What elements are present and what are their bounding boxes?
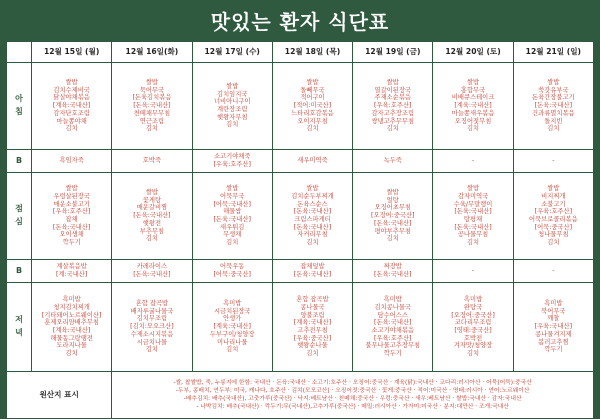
menu-item: 쑥갓유부국	[538, 86, 569, 94]
menu-item: 수육/무말랭이	[453, 200, 493, 208]
menu-item: 소고기야채죽	[213, 153, 251, 161]
menu-item: 닭살야채볶음	[53, 94, 90, 102]
menu-item: 오징어초무침	[374, 204, 412, 212]
menu-item: 깍두기	[62, 239, 81, 247]
snack-row-2	[7, 260, 594, 283]
menu-cell	[513, 173, 593, 260]
menu-cell	[513, 150, 593, 173]
menu-item: 쌀밥	[306, 79, 319, 87]
menu-item: 감자고추장조림	[371, 109, 415, 117]
menu-item: 김치	[145, 346, 158, 354]
menu-item: [돈육:국내산]	[133, 212, 171, 220]
meal-label-char: 점	[15, 204, 23, 214]
menu-item: 쌀밥	[226, 82, 239, 90]
menu-cell	[272, 150, 352, 173]
menu-item: [돈육:국내산]	[213, 216, 251, 223]
menu-item: 꽃게탕	[142, 196, 162, 204]
menu-item: [돈육:국내산]	[293, 223, 332, 231]
menu-item: 북어무국	[541, 307, 566, 315]
menu-item: 수제소시지볶음	[130, 330, 174, 338]
menu-cell	[433, 173, 513, 260]
menu-item: 시금치된장국	[213, 307, 251, 315]
menu-item: 흑미밥	[463, 296, 483, 304]
menu-item: [돈육김치볶음	[132, 94, 172, 102]
menu-item: 오징어젓무침	[454, 117, 492, 125]
menu-item: -	[471, 267, 475, 275]
menu-item: 공나물무침	[457, 231, 489, 239]
menu-item: 새우미역죽	[297, 157, 328, 165]
menu-item: [계육:국내산]	[293, 319, 332, 327]
menu-item: 오이생채	[59, 231, 84, 239]
menu-cell	[192, 173, 272, 260]
menu-item: 겨자맛/청양장	[453, 342, 493, 350]
meal-label	[7, 173, 32, 260]
menu-item: 돌지빈	[544, 117, 563, 125]
menu-item: [우육:국내산]	[534, 323, 573, 331]
menu-cell	[433, 63, 513, 150]
menu-item: 김치	[145, 125, 158, 133]
menu-item: 깨찰	[547, 315, 560, 323]
menu-item: 김치콩나물국	[374, 303, 412, 311]
meal-label-char: 아	[15, 94, 23, 104]
menu-item: 쌀밥	[466, 79, 480, 87]
menu-item: 깍두기	[544, 346, 563, 354]
menu-item: 흑미밥	[544, 300, 563, 308]
menu-item: 훈제오리얌배추무침	[44, 319, 100, 327]
day-header-wed: 12월 17일 (수)	[192, 42, 272, 63]
day-header-sat: 12월 20일 (토)	[433, 42, 513, 63]
meal-label-char: 침	[15, 107, 23, 116]
menu-item: 흑미밥	[383, 296, 402, 304]
menu-item: 소고기야채볶음	[371, 327, 415, 334]
menu-item: 열갈이된장국	[374, 86, 412, 94]
menu-cell	[353, 260, 433, 283]
menu-item: [돈육:국내산]	[534, 102, 573, 110]
menu-item: 배자루굴나물국	[130, 307, 174, 315]
menu-item: 쌀밥	[65, 185, 78, 193]
meal-label-char: B	[15, 265, 23, 275]
menu-item: -	[552, 267, 555, 275]
menu-item: 비배큐스테이크	[451, 94, 495, 102]
menu-item: 흑미밥	[62, 296, 81, 304]
menu-item: [기타돼어노르웨이산]	[41, 311, 102, 319]
menu-item: 어묵브로콜리볶음	[529, 216, 578, 223]
menu-item: 두부구이/청양장	[209, 330, 255, 338]
menu-item: 자커리무침	[297, 231, 328, 239]
menu-item: 김치	[65, 125, 78, 133]
menu-item: 혼합 잡곡밥	[296, 296, 329, 304]
menu-item: 쌀밥	[145, 189, 158, 197]
menu-item: [우육:중국산]	[293, 334, 332, 342]
meal-label	[7, 260, 32, 283]
menu-item: [계육:국내산]	[52, 102, 91, 110]
menu-item: 양불조림	[300, 311, 325, 319]
menu-item: 마늘쫑야채	[56, 117, 87, 125]
lunch-row	[7, 173, 594, 260]
menu-item: 쌀밥	[65, 79, 78, 87]
menu-item: 녹두죽	[383, 157, 402, 165]
menu-cell	[32, 173, 112, 260]
menu-item: 매운갈비찜	[136, 204, 168, 212]
menu-item: 얼탕	[386, 196, 399, 204]
menu-item: 김치	[547, 239, 560, 247]
day-header-tue: 12월 16일(화)	[112, 42, 192, 63]
page-title: 맛있는 환자 식단표	[210, 10, 390, 34]
menu-cell	[272, 63, 352, 150]
menu-item: 청나물무침	[538, 231, 569, 239]
menu-item: 계살볶음밥	[56, 263, 87, 271]
menu-item: 김치	[306, 125, 319, 133]
menu-item: [계육:국내산]	[213, 323, 251, 331]
menu-item: 홍합무국	[460, 86, 486, 94]
menu-cell	[513, 283, 593, 372]
menu-item: 감자단호조림	[53, 109, 90, 117]
menu-item: 해물쌈	[223, 208, 242, 216]
menu-item: 카레라이스	[136, 263, 168, 271]
menu-cell	[32, 260, 112, 283]
meal-rows	[7, 63, 594, 372]
meal-label	[7, 63, 32, 150]
menu-item: 햇왕순나물	[297, 342, 328, 350]
menu-item: 김치	[547, 125, 560, 133]
menu-item: [어묵:중국산]	[213, 271, 251, 278]
menu-item: 짜장밥	[383, 263, 402, 271]
menu-item: 주재소순볶음	[374, 94, 412, 102]
snack-row-1	[7, 150, 594, 173]
menu-item: 쌀밥	[306, 185, 319, 193]
menu-item: 연근조림	[139, 117, 165, 125]
menu-cell	[513, 63, 593, 150]
menu-cell	[112, 173, 192, 260]
menu-item: 비지찌개	[541, 192, 566, 200]
menu-cell	[433, 283, 513, 372]
meal-label	[7, 150, 32, 173]
menu-item: 김치순두부찌개	[291, 192, 334, 200]
menu-item: 시금치나물	[136, 338, 168, 346]
meal-label-char: 녁	[15, 328, 23, 337]
menu-item: 새우튀김	[220, 223, 245, 231]
menu-item: 평야부추무침	[374, 227, 412, 235]
menu-item: 김치	[145, 235, 158, 243]
menu-cell	[433, 150, 513, 173]
menu-item: 잡채덮밥	[300, 263, 325, 271]
meal-label-char: 저	[15, 315, 23, 325]
menu-item: 김치	[466, 350, 480, 358]
menu-item: [어묵:중국산]	[534, 223, 573, 231]
menu-item: 부추무침	[139, 227, 165, 235]
menu-item: 김치수제비국	[53, 86, 90, 94]
menu-item: 해물동그랑땡전	[50, 334, 93, 342]
menu-item: [계육:국내산]	[454, 102, 492, 110]
day-header-mon: 12월 15일 (월)	[32, 42, 112, 63]
origin-line: -두부, 콩배치, 연두부: 미국, 캐나다, 호주산 · 김치(모모코산) · 오징어젓:중국산 · 꽃게:중국산 · 적어:미국산 · 명태:러시아 · 연어:노르웨이산	[175, 387, 530, 394]
menu-item: 도라지나물	[56, 342, 87, 350]
meal-plan-table	[6, 41, 594, 419]
menu-item: 감자미역국	[457, 192, 489, 200]
menu-item: 소불고기	[541, 200, 566, 208]
menu-cell	[112, 260, 192, 283]
menu-cell	[272, 283, 352, 372]
menu-cell	[433, 260, 513, 283]
menu-item: 쌀밥	[547, 79, 560, 87]
menu-item: 담수어스스	[377, 311, 408, 319]
menu-item: 잡채	[65, 216, 78, 223]
menu-item: 우렁살된장국	[53, 192, 90, 200]
menu-item: -	[552, 157, 555, 165]
menu-item: 김치	[226, 346, 239, 354]
menu-item: 봄러고추찜	[538, 338, 569, 346]
menu-item: 김치	[226, 121, 239, 129]
menu-item: 호박죽	[142, 157, 162, 165]
menu-cell	[353, 283, 433, 372]
menu-item: [돈육:국내산]	[374, 319, 412, 327]
menu-cell	[192, 63, 272, 150]
menu-cell	[112, 150, 192, 173]
menu-item: [김치:모오크산]	[130, 323, 174, 331]
menu-item: [돈육:국내산]	[52, 223, 91, 231]
dinner-row	[7, 283, 594, 372]
menu-item: [우육:호주산]	[374, 334, 412, 342]
menu-item: 탕평채	[463, 216, 483, 223]
day-header-fri: 12월 19일 (금)	[353, 42, 433, 63]
menu-item: 김치	[386, 235, 399, 243]
menu-item: [어묵:국내산]	[213, 200, 251, 208]
menu-item: 쌍냉고추무무침	[371, 117, 415, 125]
menu-cell	[272, 173, 352, 260]
menu-item: 흑임자죽	[59, 157, 84, 165]
menu-cell	[32, 63, 112, 150]
menu-item: 어묵우동	[220, 263, 245, 271]
meal-label-char: B	[15, 155, 23, 165]
menu-item: 고추전무침	[297, 327, 328, 334]
menu-cell	[353, 173, 433, 260]
menu-cell	[192, 150, 272, 173]
header-row	[7, 42, 594, 63]
menu-item: [돈육:국내산]	[133, 102, 171, 110]
menu-item: 무생채	[223, 231, 242, 239]
menu-cell	[353, 63, 433, 150]
menu-item: 천떼채무무침	[133, 109, 171, 117]
menu-item: 콩나물국	[300, 303, 325, 311]
menu-cell	[32, 150, 112, 173]
menu-item: 마늘쫑새우볶음	[451, 109, 495, 117]
menu-item: 돈육간장불고기	[532, 94, 575, 102]
origin-line: -쌀, 찹쌀밥, 죽, 누룽지에 한함: 국내산 · 돈육:국내산 · 소고기:호주산 · 오징어:중국산 · 계육(닭):국내산 · 코다리:러시아산 · 어묵(어묵):중국산	[173, 379, 532, 386]
menu-item: 돈육스순스	[297, 200, 328, 208]
menu-item: [우육:호주산]	[52, 208, 91, 216]
menu-item: 혼합 잡곡밥	[135, 300, 169, 308]
corner-cell	[7, 42, 32, 63]
origin-row	[7, 372, 594, 419]
menu-item: 흑미밥	[223, 300, 242, 308]
origin-text	[112, 372, 594, 419]
menu-item: 미나리나물	[216, 338, 248, 346]
menu-item: 느타리호감볶음	[291, 109, 334, 117]
meal-label	[7, 283, 32, 372]
menu-item: 햇왕자무침	[216, 113, 248, 121]
menu-item: 김치임지국	[216, 90, 248, 98]
menu-item: [영태:중국산]	[454, 327, 492, 334]
menu-cell	[112, 283, 192, 372]
menu-item: 김치	[466, 125, 480, 133]
menu-item: 불무나물고추장무침	[365, 342, 421, 350]
menu-item: 너비아니구이	[213, 98, 251, 106]
menu-item: [계육:국내산]	[52, 327, 91, 334]
menu-item: [계:국내산]	[55, 271, 88, 278]
menu-cell	[32, 283, 112, 372]
menu-item: [우육:호주산]	[374, 102, 412, 110]
origin-line: - 나박김치: 배추(국내산) · 깍두기:무(국내산),고추가루(중국산) · 메밀:러시아산 · 가자미:미국산 · 분지:대만산 · 조개:국내산	[196, 404, 509, 411]
menu-item: 묵어무국	[139, 86, 165, 94]
menu-item: 청지김치찌개	[53, 303, 90, 311]
breakfast-row	[7, 63, 594, 150]
menu-item: 오이지무침	[297, 117, 328, 125]
origin-label: 원산지 표시	[7, 372, 112, 419]
menu-item: -	[471, 157, 475, 165]
menu-item: [돈육:국내산]	[133, 271, 171, 278]
menu-item: 쌀밥	[386, 189, 399, 197]
menu-item: 쌀밥	[226, 185, 239, 193]
menu-item: 김치	[466, 239, 480, 247]
menu-item: 콩나물겨지제	[535, 330, 572, 338]
menu-cell	[192, 260, 272, 283]
menu-cell	[272, 260, 352, 283]
origin-line: -배추김치: 배추(국내산), 고춧가루(중국산) · 낙지:베트남산 · 천떼채:중국산 · 우렁:중국산 · 새우:베트남산 · 쌀밥:국내산 · 감자:국내산	[183, 396, 522, 402]
menu-item: 깍두기	[383, 350, 402, 358]
menu-item: 안생가	[223, 315, 242, 323]
menu-item: 김치	[65, 350, 78, 358]
meal-label-char: 심	[15, 217, 23, 226]
menu-item: [돈육:국내산]	[293, 271, 332, 278]
day-header-thu: 12월 18일 (목)	[272, 42, 352, 63]
day-header-sun: 12월 21일 (일)	[513, 42, 593, 63]
menu-item: 김치	[386, 125, 399, 133]
menu-item: [돈육:국내산]	[374, 271, 412, 278]
menu-item: [우육:호주산]	[534, 208, 573, 216]
menu-item: 건과류멸치볶음	[532, 109, 575, 117]
menu-item: 완탕국	[463, 303, 483, 311]
menu-item: 크림스파게티	[294, 216, 331, 223]
menu-cell	[192, 283, 272, 372]
menu-item: 쌀밥	[547, 185, 560, 193]
menu-item: 계란장조림	[216, 106, 248, 113]
menu-item: 김치	[226, 239, 239, 247]
menu-item: [돈육:국내산]	[293, 208, 332, 216]
menu-item: 쌀밥	[466, 185, 480, 193]
menu-item: [돈육:국내산]	[454, 223, 492, 231]
menu-item: [오징어:중국산]	[370, 212, 415, 220]
menu-item: 돌뻬무국	[300, 86, 325, 94]
menu-item: [적어:미국산]	[293, 102, 332, 110]
menu-item: 김치무조림	[136, 315, 168, 323]
menu-item: 적어구이	[300, 94, 325, 102]
menu-item: [오징어:중국산]	[451, 311, 495, 319]
menu-item: 쌀밥	[386, 79, 399, 87]
menu-item: 김치	[306, 239, 319, 247]
menu-item: [돈육:국내산]	[454, 208, 492, 216]
menu-item: 쌀밥	[145, 79, 158, 87]
menu-item: 호박전	[463, 334, 483, 342]
menu-item: 매운소불고기	[53, 200, 90, 208]
menu-item: 어묵무국	[220, 192, 245, 200]
menu-item: 코다리무조림	[454, 319, 492, 327]
menu-item: [돈육:국내산]	[374, 219, 412, 227]
menu-item: 햇왕전	[142, 219, 162, 227]
menu-cell	[353, 150, 433, 173]
menu-item: 김치	[306, 350, 319, 358]
menu-cell	[513, 260, 593, 283]
menu-item: [우육:호주산]	[213, 161, 251, 168]
menu-cell	[112, 63, 192, 150]
